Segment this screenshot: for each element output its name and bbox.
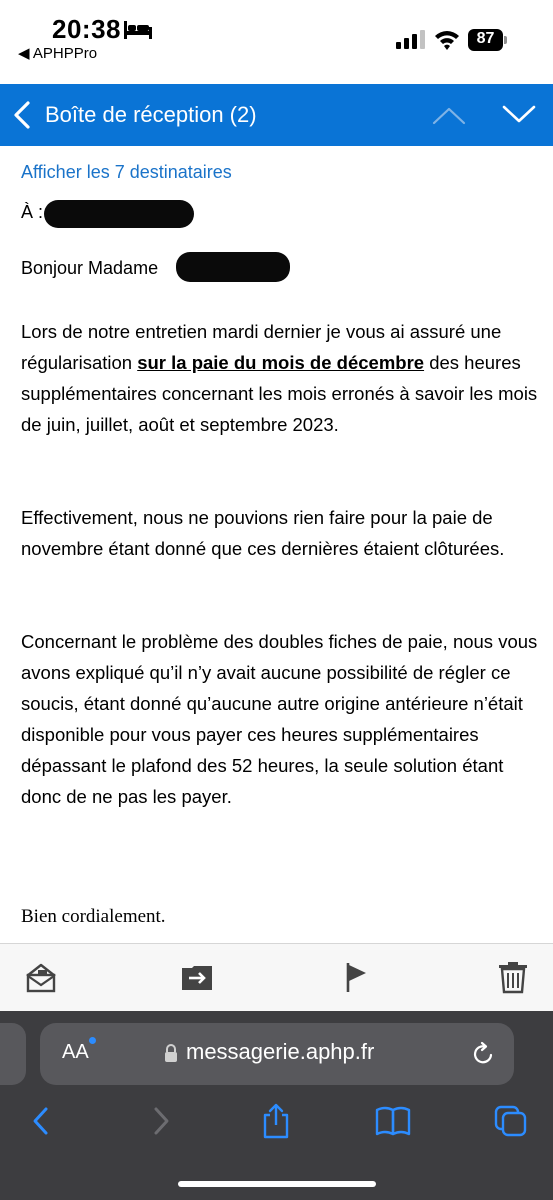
back-to-inbox-button[interactable] <box>12 84 257 146</box>
email-signoff: Bien cordialement. <box>21 906 166 927</box>
bookmarks-icon[interactable] <box>374 1101 412 1141</box>
flag-icon[interactable] <box>342 960 376 994</box>
trash-icon[interactable] <box>496 960 530 994</box>
url-text: messagerie.aphp.fr <box>186 1039 375 1064</box>
recipient-line: À : <box>21 202 44 222</box>
para1-emphasis: sur la paie du mois de décembre <box>137 352 425 373</box>
browser-forward-icon[interactable] <box>150 1101 172 1141</box>
lock-icon <box>164 1043 178 1063</box>
battery-level: 87 <box>476 30 495 47</box>
mail-nav-bar <box>0 84 553 146</box>
bed-icon <box>124 21 152 39</box>
battery-tip <box>504 36 507 44</box>
inbox-title: Boîte de réception (2) <box>45 102 257 127</box>
show-recipients-link[interactable]: Afficher les 7 destinataires <box>21 162 232 182</box>
redacted-name <box>176 252 290 282</box>
page-settings-button[interactable]: AA <box>62 1041 89 1063</box>
email-body <box>0 146 553 943</box>
email-paragraph-3: Concernant le problème des doubles fiches de paie, nous vous avons expliqué qu’il n’y avait aucune possibilité de régler ce soucis, étant donné qu’aucune autre origine antérieure n’était disponible pour vous payer ces heures supplémentaires dépassant le plafond des 52 heures, la seule solution étant donc de ne pas les payer. <box>21 631 538 807</box>
redacted-recipient <box>44 200 194 228</box>
wifi-icon <box>434 28 460 50</box>
home-indicator[interactable] <box>178 1181 376 1187</box>
reload-icon[interactable] <box>470 1041 496 1067</box>
previous-tab-peek[interactable] <box>0 1023 26 1085</box>
next-message-chevron-down-icon[interactable] <box>500 101 538 129</box>
email-paragraph-2: Effectivement, nous ne pouvions rien faire pour la paie de novembre étant donné que ces dernières étaient clôturées. <box>21 507 505 559</box>
back-to-app-link[interactable]: ◀ APHPPro <box>18 45 98 62</box>
move-to-folder-icon[interactable] <box>180 960 214 994</box>
mark-unread-icon[interactable] <box>24 960 58 994</box>
battery-indicator <box>468 29 508 51</box>
status-time: 20:38 <box>52 14 121 44</box>
chevron-left-icon <box>12 100 32 130</box>
status-bar <box>0 0 553 84</box>
safari-toolbar <box>0 1101 553 1145</box>
mail-action-toolbar <box>0 943 553 1011</box>
safari-bottom-bar <box>0 1011 553 1200</box>
previous-message-chevron-up-icon[interactable] <box>430 101 468 129</box>
browser-back-icon[interactable] <box>30 1101 52 1141</box>
cellular-signal-icon <box>396 29 426 49</box>
email-paragraph-1 <box>21 316 541 440</box>
share-icon[interactable] <box>260 1101 292 1141</box>
para1-start: Lors de notre entretien mardi dernier je vous ai assuré une régularisation <box>21 321 502 373</box>
address-bar[interactable] <box>40 1023 514 1085</box>
para1-end: des heures supplémentaires concernant les mois erronés à savoir les mois de juin, juillet, août et septembre 2023. <box>21 352 538 435</box>
greeting: Bonjour Madame <box>21 258 159 278</box>
notification-dot <box>89 1037 96 1044</box>
tabs-icon[interactable] <box>494 1101 528 1141</box>
